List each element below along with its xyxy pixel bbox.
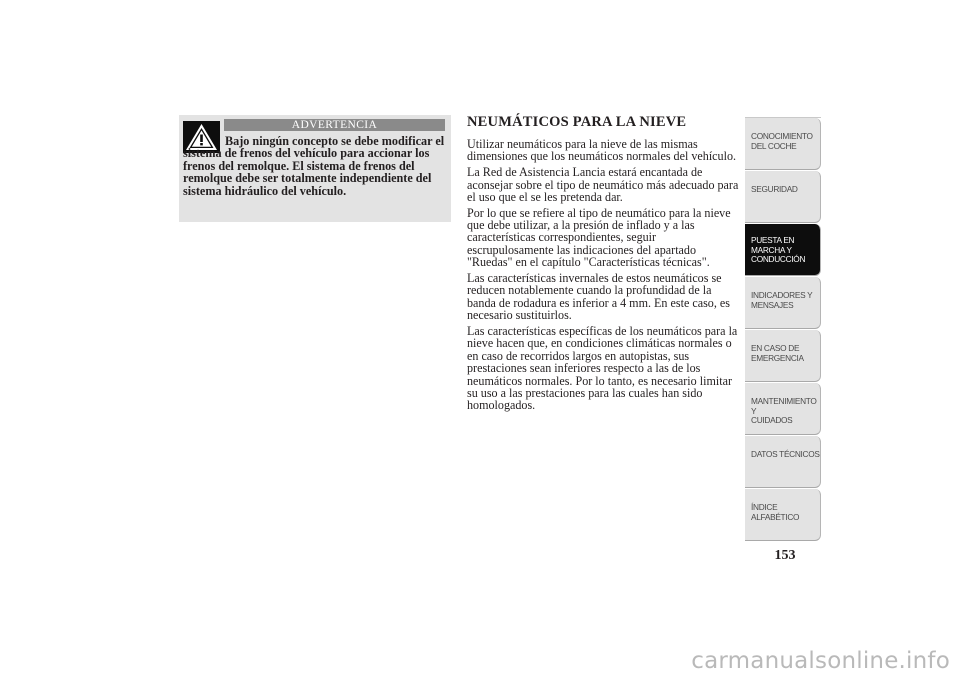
paragraph: Por lo que se refiere al tipo de neumático para la nieve que debe utilizar, a la presión de inflado y a las características correspondientes, seguir escrupulosamente las indicaciones del apartado "Ruedas" en el capítulo "Características técnicas". — [467, 205, 731, 270]
tab-puesta-en-marcha[interactable]: PUESTA EN MARCHA Y CONDUCCIÓN — [745, 224, 821, 276]
warning-header: ADVERTENCIA — [224, 119, 445, 131]
watermark: carmanualsonline.info — [691, 648, 950, 674]
tab-indicadores-y-mensajes[interactable]: INDICADORES Y MENSAJES — [745, 277, 821, 329]
section-body — [467, 138, 739, 415]
tab-mantenimiento-y-cuidados[interactable]: MANTENIMIENTO Y CUIDADOS — [745, 383, 821, 435]
tab-seguridad[interactable]: SEGURIDAD — [745, 171, 821, 223]
tab-datos-tecnicos[interactable]: DATOS TÉCNICOS — [745, 436, 821, 488]
paragraph: La Red de Asistencia Lancia estará encantada de aconsejar sobre el tipo de neumático más adecuado para el uso que el se les pretenda dar. — [467, 165, 739, 204]
paragraph: Las características específicas de los neumáticos para la nieve hacen que, en condiciones climáticas normales o en caso de recorridos largos en autopistas, sus prestaciones sean inferiores respecto a las de los neumáticos normales. Por lo tanto, es necesario limitar su uso a las prestaciones para las cuales han sido homologados. — [467, 323, 738, 413]
paragraph: Utilizar neumáticos para la nieve de las mismas dimensiones que los neumáticos normales del vehículo. — [467, 137, 737, 164]
tab-indice-alfabetico[interactable]: ÍNDICE ALFABÉTICO — [745, 489, 821, 541]
tab-conocimiento-del-coche[interactable]: CONOCIMIENTO DEL COCHE — [745, 118, 821, 170]
chapter-tabs — [745, 117, 821, 541]
page-number: 153 — [774, 548, 796, 563]
warning-text: Bajo ningún concepto se debe modificar el sistema de frenos del vehículo para accionar los frenos del remolque. El sistema de frenos del remolque debe ser totalmente independiente del sistema hidráulico del vehículo. — [183, 134, 445, 198]
paragraph: Las características invernales de estos neumáticos se reducen notablemente cuando la profundidad de la banda de rodadura es inferior a 4 mm. En este caso, es necesario sustituirlos. — [467, 270, 730, 323]
tab-en-caso-de-emergencia[interactable]: EN CASO DE EMERGENCIA — [745, 330, 821, 382]
section-title: NEUMÁTICOS PARA LA NIEVE — [467, 114, 687, 130]
warning-box — [179, 115, 451, 222]
